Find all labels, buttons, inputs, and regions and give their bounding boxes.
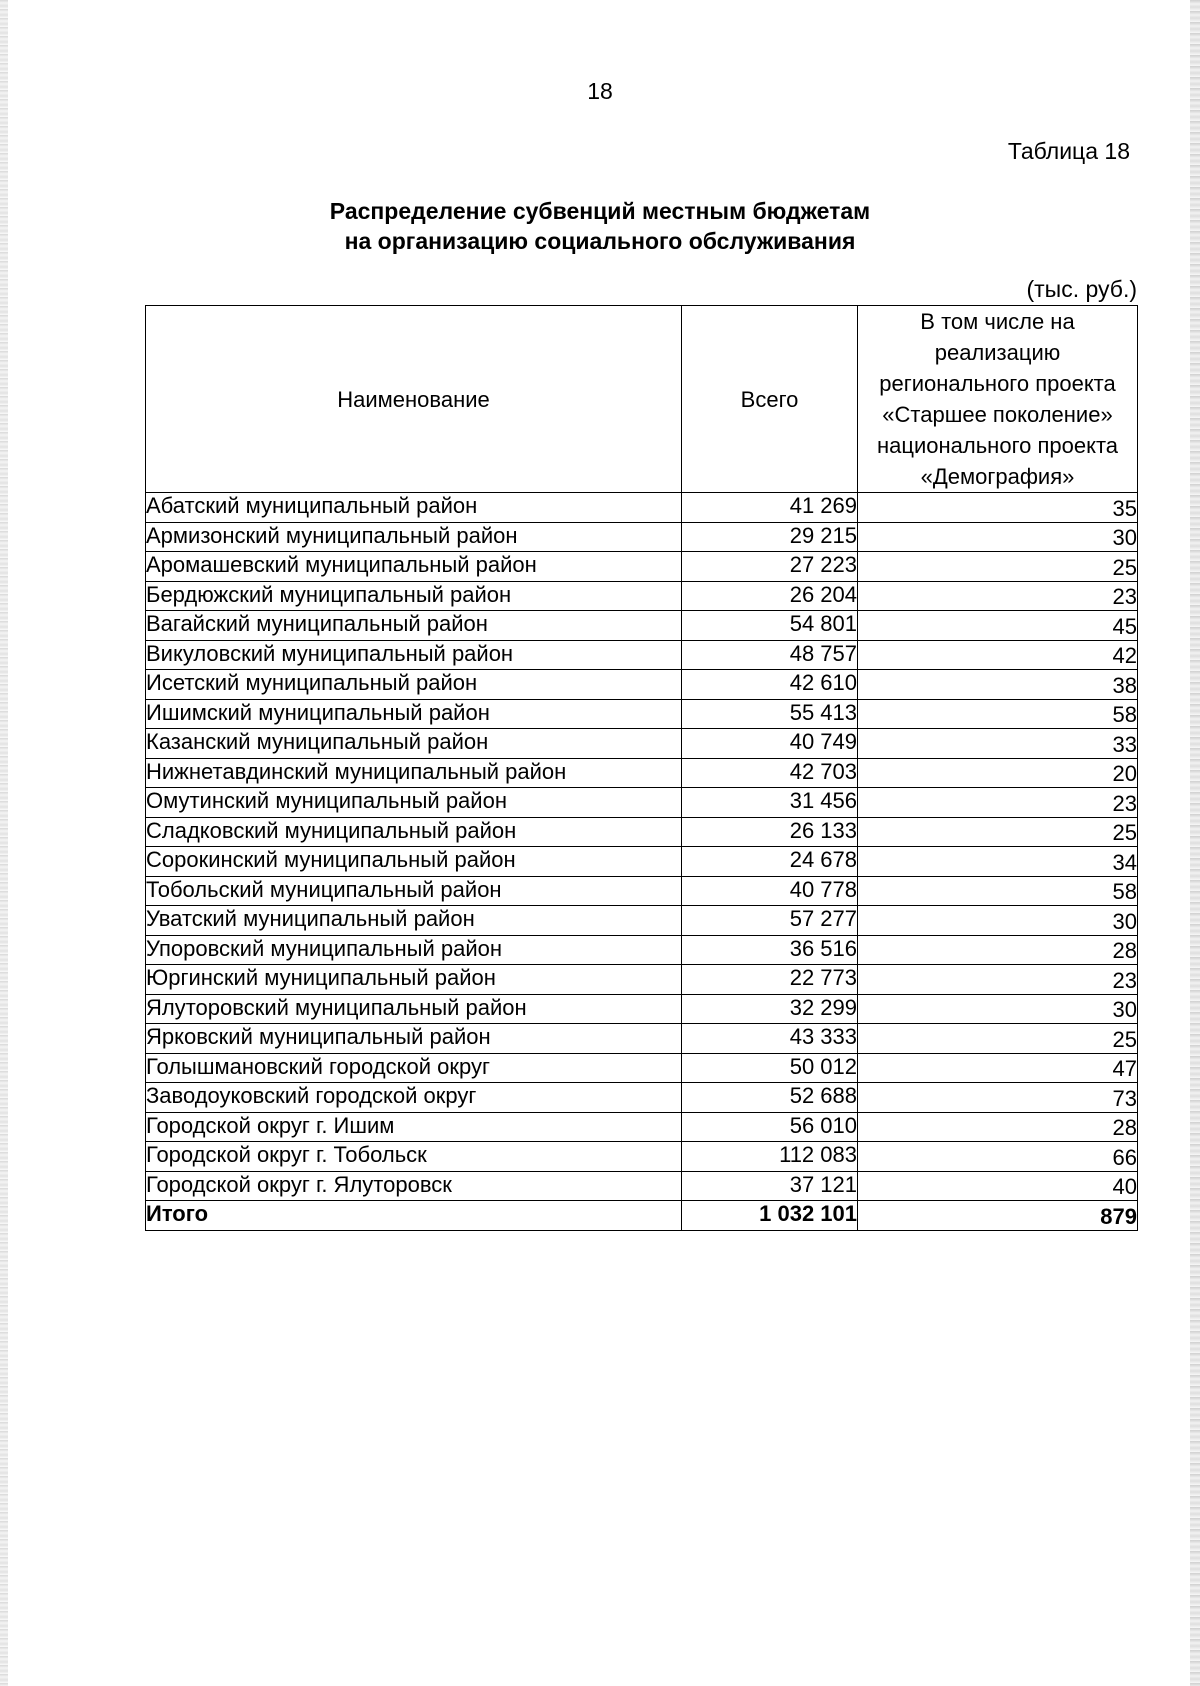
row-project: 73 xyxy=(858,1083,1138,1113)
row-project: 23 xyxy=(858,581,1138,611)
row-total: 57 277 xyxy=(682,906,858,936)
row-name: Тобольский муниципальный район xyxy=(146,876,682,906)
table-row xyxy=(146,817,1138,847)
table-row xyxy=(146,1053,1138,1083)
row-project: 34 xyxy=(858,847,1138,877)
table-row xyxy=(146,522,1138,552)
page-number: 18 xyxy=(587,78,613,104)
row-project: 66 xyxy=(858,1142,1138,1172)
row-name: Городской округ г. Ишим xyxy=(146,1112,682,1142)
row-total: 40 749 xyxy=(682,729,858,759)
row-project: 25 xyxy=(858,1024,1138,1054)
row-project: 35 xyxy=(858,493,1138,523)
header-row xyxy=(146,306,1138,493)
summary-row xyxy=(146,1201,1138,1231)
table-row xyxy=(146,1142,1138,1172)
row-name: Уватский муниципальный район xyxy=(146,906,682,936)
row-total: 56 010 xyxy=(682,1112,858,1142)
row-project: 28 xyxy=(858,935,1138,965)
row-project: 25 xyxy=(858,817,1138,847)
row-name: Сладковский муниципальный район xyxy=(146,817,682,847)
table-row xyxy=(146,906,1138,936)
row-name: Нижнетавдинский муниципальный район xyxy=(146,758,682,788)
units-label: (тыс. руб.) xyxy=(1026,276,1137,302)
row-project: 40 xyxy=(858,1171,1138,1201)
summary-total: 1 032 101 xyxy=(682,1201,858,1231)
row-total: 41 269 xyxy=(682,493,858,523)
table-row xyxy=(146,1171,1138,1201)
table-row xyxy=(146,758,1138,788)
row-total: 36 516 xyxy=(682,935,858,965)
table-row xyxy=(146,935,1138,965)
table-row xyxy=(146,994,1138,1024)
row-name: Армизонский муниципальный район xyxy=(146,522,682,552)
row-name: Исетский муниципальный район xyxy=(146,670,682,700)
header-project: В том числе на реализацию регионального проекта «Старшее поколение» национального проекта «Демография» xyxy=(858,306,1138,493)
row-name: Юргинский муниципальный район xyxy=(146,965,682,995)
row-name: Сорокинский муниципальный район xyxy=(146,847,682,877)
row-name: Викуловский муниципальный район xyxy=(146,640,682,670)
row-name: Бердюжский муниципальный район xyxy=(146,581,682,611)
table-row xyxy=(146,581,1138,611)
row-project: 42 xyxy=(858,640,1138,670)
header-name: Наименование xyxy=(146,306,682,493)
row-total: 42 610 xyxy=(682,670,858,700)
table-row xyxy=(146,1024,1138,1054)
row-name: Заводоуковский городской округ xyxy=(146,1083,682,1113)
summary-name: Итого xyxy=(146,1201,682,1231)
row-name: Вагайский муниципальный район xyxy=(146,611,682,641)
row-name: Ярковский муниципальный район xyxy=(146,1024,682,1054)
row-project: 30 xyxy=(858,906,1138,936)
row-total: 54 801 xyxy=(682,611,858,641)
row-name: Абатский муниципальный район xyxy=(146,493,682,523)
title-line-2: на организацию социального обслуживания xyxy=(344,228,856,254)
row-name: Ишимский муниципальный район xyxy=(146,699,682,729)
table-row xyxy=(146,552,1138,582)
table-row xyxy=(146,670,1138,700)
table-row xyxy=(146,847,1138,877)
row-project: 23 xyxy=(858,788,1138,818)
row-name: Городской округ г. Ялуторовск xyxy=(146,1171,682,1201)
row-total: 29 215 xyxy=(682,522,858,552)
table-row xyxy=(146,640,1138,670)
summary-project: 879 xyxy=(858,1201,1138,1231)
table-row xyxy=(146,611,1138,641)
document-title xyxy=(0,196,1200,256)
subvention-table xyxy=(145,305,1138,1231)
row-total: 52 688 xyxy=(682,1083,858,1113)
row-name: Аромашевский муниципальный район xyxy=(146,552,682,582)
row-project: 45 xyxy=(858,611,1138,641)
row-total: 26 133 xyxy=(682,817,858,847)
row-total: 24 678 xyxy=(682,847,858,877)
table-row xyxy=(146,699,1138,729)
row-project: 23 xyxy=(858,965,1138,995)
row-total: 32 299 xyxy=(682,994,858,1024)
row-project: 33 xyxy=(858,729,1138,759)
row-project: 20 xyxy=(858,758,1138,788)
row-total: 27 223 xyxy=(682,552,858,582)
row-total: 48 757 xyxy=(682,640,858,670)
row-name: Городской округ г. Тобольск xyxy=(146,1142,682,1172)
table-body xyxy=(146,493,1138,1231)
table-row xyxy=(146,729,1138,759)
row-project: 25 xyxy=(858,552,1138,582)
table-row xyxy=(146,1083,1138,1113)
table-row xyxy=(146,1112,1138,1142)
row-total: 55 413 xyxy=(682,699,858,729)
row-project: 47 xyxy=(858,1053,1138,1083)
row-name: Казанский муниципальный район xyxy=(146,729,682,759)
row-total: 112 083 xyxy=(682,1142,858,1172)
row-project: 28 xyxy=(858,1112,1138,1142)
table-row xyxy=(146,788,1138,818)
row-project: 38 xyxy=(858,670,1138,700)
table-row xyxy=(146,965,1138,995)
row-name: Омутинский муниципальный район xyxy=(146,788,682,818)
row-total: 42 703 xyxy=(682,758,858,788)
row-project: 58 xyxy=(858,699,1138,729)
header-total: Всего xyxy=(682,306,858,493)
row-project: 58 xyxy=(858,876,1138,906)
row-project: 30 xyxy=(858,522,1138,552)
row-total: 31 456 xyxy=(682,788,858,818)
row-total: 26 204 xyxy=(682,581,858,611)
row-total: 43 333 xyxy=(682,1024,858,1054)
row-total: 37 121 xyxy=(682,1171,858,1201)
row-name: Упоровский муниципальный район xyxy=(146,935,682,965)
table-row xyxy=(146,493,1138,523)
table-label: Таблица 18 xyxy=(1007,138,1130,164)
title-line-1: Распределение субвенций местным бюджетам xyxy=(329,198,871,224)
row-total: 22 773 xyxy=(682,965,858,995)
row-name: Голышмановский городской округ xyxy=(146,1053,682,1083)
table-row xyxy=(146,876,1138,906)
row-project: 30 xyxy=(858,994,1138,1024)
row-name: Ялуторовский муниципальный район xyxy=(146,994,682,1024)
row-total: 40 778 xyxy=(682,876,858,906)
row-total: 50 012 xyxy=(682,1053,858,1083)
